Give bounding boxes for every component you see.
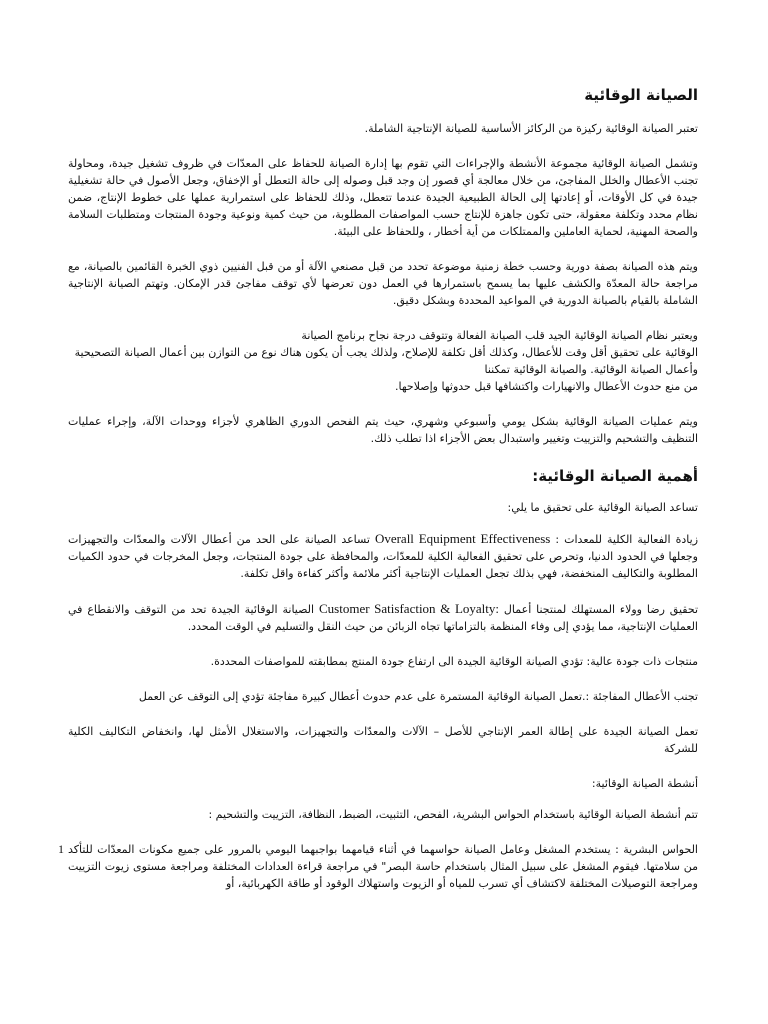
paragraph-quality: منتجات ذات جودة عالية: تؤدي الصيانة الوقائية الجيدة الى ارتفاع جودة المنتج بمطابقته للمواصفات المحددة. (210, 655, 698, 668)
list-number: 1 (58, 842, 64, 856)
paragraph-oee (68, 530, 698, 582)
paragraph-definition: وتشمل الصيانة الوقائية مجموعة الأنشطة والإجراءات التي تقوم بها إدارة الصيانة للحفاظ على المعدّات في ظروف تشغيل جيدة، ومحاولة تجنب الأعطال والخلل المفاجئ، من خلال معالجة أي قصور إن وجد قبل وصوله إلى حالة التعطل أو الإخفاق، وجعل الأصول في حالة تشغيلية جيدة في كل الأوقات، أو إعادتها إلى الحالة الطبيعية الجيدة عندما تتعطل، وذلك للحفاظ على استمرارية عملها على خطوط الإنتاج، ضمن نظام محدد وتكلفة معقولة، حتى تكون جاهزة للإنتاج حسب المواصفات المطلوبة، من حيث كمية ونوعية وجودة المنتجات ومتطلبات السلامة والصحة المهنية، لحماية العاملين والممتلكات من أية أخطار ، وللحفاظ على البيئة. (68, 157, 698, 238)
paragraph-helps: تساعد الصيانة الوقائية على تحقيق ما يلي: (507, 501, 698, 514)
paragraph-importance-system (68, 327, 698, 395)
paragraph-line: من منع حدوث الأعطال والانهيارات واكتشافها قبل حدوثها وإصلاحها. (394, 380, 698, 393)
oee-body: تساعد الصيانة على الحد من أعطال الآلات والمعدّات والتجهيزات وجعلها في الحدود الدنيا، وتحرص على تحقيق الفعالية الكلية للمعدّات، والمحافظة على جودة المنتجات، وجعل المخرجات في حدود الكميات المطلوبة والتكاليف المنخفضة، فهي بذلك تجعل العمليات الإنتاجية أكثر ملائمة وأكثر كفاءة واقل تكلفة. (68, 533, 698, 580)
paragraph-activities-list: تتم أنشطة الصيانة الوقائية باستخدام الحواس البشرية، الفحص، التثبيت، الضبط، النظافة، التزييت والتشحيم : (208, 808, 698, 821)
paragraph-line: ويعتبر نظام الصيانة الوقائية الجيد قلب الصيانة الفعالة وتتوقف درجة نجاح برنامج الصيانة (301, 329, 698, 342)
paragraph-operations: ويتم عمليات الصيانة الوقائية بشكل يومي وأسبوعي وشهري، حيث يتم الفحص الدوري الظاهري لأجزاء ووحدات الآلة، وإجراء عمليات التنظيف والتشحيم والتزييت وتغيير واستبدال بعض الأجزاء اذا تطلب ذلك. (68, 415, 698, 445)
customer-label: تحقيق رضا وولاء المستهلك لمنتجنا أعمال (503, 603, 699, 616)
list-item-text: الحواس البشرية : يستخدم المشغل وعامل الصيانة حواسهما في أثناء قيامهما بواجبهما اليومي بالمرور على جميع مكونات المعدّات للتأكد من سلامتها. فيقوم المشغل على سبيل المثال باستخدام حاسة البصر" في مراجعة قراءة العدادات المختلفة ومراجعة مستوى زيوت التزييت ومراجعة التوصيلات المختلفة لاكتشاف أي تسرب للمياه أو الزيوت واستهلاك الوقود أو طاقة الكهربائية، أو (68, 843, 698, 890)
list-item-human-senses (58, 841, 698, 892)
customer-english-term: Customer Satisfaction & Loyalty: (318, 601, 500, 616)
paragraph-schedule: ويتم هذه الصيانة بصفة دورية وحسب خطة زمنية موضوعة تحدد من قبل مصنعي الآلة أو من قبل الفنيين ذوي الخبرة القائمين بالصيانة، مع مراجعة حالة المعدّة والكشف عليها بما يسمح باستمرارها في العمل دون تعرضها لأي توقف مفاجئ قدر الإمكان. وتهتم الصيانة الإنتاجية الشاملة بالقيام بالصيانة الدورية في المواعيد المحددة وبشكل دقيق. (68, 260, 698, 307)
oee-label: زيادة الفعالية الكلية للمعدات : (555, 533, 699, 546)
paragraph-asset-life: تعمل الصيانة الجيدة على إطالة العمر الإنتاجي للأصل – الآلات والمعدّات والتجهيزات، والاستغلال الأمثل لها، وانخفاض التكاليف الكلية للشركة (68, 725, 698, 755)
customer-body: الصيانة الوقائية الجيدة تحد من التوقف والانقطاع في العمليات الإنتاجية، مما يؤدي إلى وفاء المنظمة بالتزاماتها تجاه الزبائن من حيث النقل والتسليم في الوقت المحدد. (68, 603, 698, 633)
paragraph-avoid-failures: تجنب الأعطال المفاجئة :.تعمل الصيانة الوقائية المستمرة على عدم حدوث أعطال كبيرة مفاجئة تؤدي إلى التوقف عن العمل (138, 690, 698, 703)
paragraph-line: وأعمال الصيانة الوقائية. والصيانة الوقائية تمكننا (484, 363, 698, 376)
paragraph-customer (68, 600, 698, 635)
paragraph-activities-heading: أنشطة الصيانة الوقائية: (591, 777, 698, 790)
paragraph-intro: تعتبر الصيانة الوقائية ركيزة من الركائز الأساسية للصيانة الإنتاجية الشاملة. (364, 122, 698, 135)
document-title: الصيانة الوقائية (584, 86, 698, 104)
oee-english-term: Overall Equipment Effectiveness (374, 531, 551, 546)
section-title-importance: أهمية الصيانة الوقائية: (532, 467, 698, 485)
paragraph-line: الوقائية على تحقيق أقل وقت للأعطال، وكذلك أقل تكلفة للإصلاح، ولذلك يجب أن يكون هناك نوع من التوازن بين أعمال الصيانة التصحيحية (74, 346, 698, 359)
